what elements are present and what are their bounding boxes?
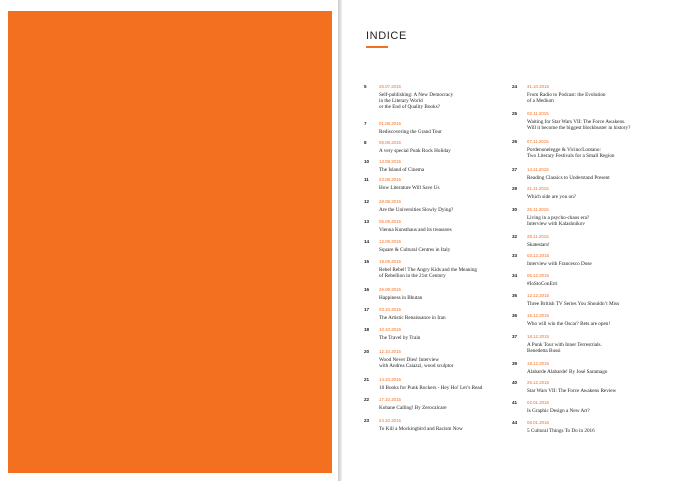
entry-page-number: 41 xyxy=(512,400,518,405)
entry-date: 14.11.2015 xyxy=(527,167,549,172)
entry-title-line: A very special Punk Rock Holiday xyxy=(379,147,451,154)
entry-title-line: The Travel by Train xyxy=(379,334,421,341)
entry-page-number: 17 xyxy=(364,307,370,312)
entry-date: 05.09.2015 xyxy=(379,219,401,224)
entry-title-line: Interview with Francesco Dose xyxy=(527,260,592,267)
entry-page-number: 7 xyxy=(364,121,367,126)
entry-title-line: Benedetta Bussi xyxy=(527,347,561,354)
entry-page-number: 10 xyxy=(364,159,370,164)
entry-title-line: #IoStoConErri xyxy=(527,280,558,287)
entry-page-number: 23 xyxy=(364,418,370,423)
entry-page-number: 24 xyxy=(512,84,518,89)
entry-title-line: The Island of Cinema xyxy=(379,166,425,173)
entry-title-line: Alabarde Alabarde! By José Saramago xyxy=(527,368,608,375)
entry-page-number: 15 xyxy=(364,259,370,264)
entry-date: 12.12.2015 xyxy=(527,293,549,298)
entry-date: 24.10.2015 xyxy=(379,418,401,423)
title-underline xyxy=(366,46,388,48)
entry-page-number: 30 xyxy=(512,207,518,212)
entry-title-line: in the Literary World xyxy=(379,97,423,104)
entry-date: 08.01.2016 xyxy=(527,420,549,425)
entry-title-line: Is Graphic Design a New Art? xyxy=(527,407,590,414)
entry-date: 23.08.2015 xyxy=(379,177,401,182)
entry-title-line: Living in a psycho-chaos era? xyxy=(527,214,590,221)
entry-page-number: 11 xyxy=(364,177,369,182)
entry-title-line: with Andrea Caiazzi, wood sculptor xyxy=(379,362,454,369)
entry-title-line: Star Wars VII: The Force Awakens Review xyxy=(527,387,617,394)
index-page xyxy=(342,0,680,481)
entry-date: 02.11.2015 xyxy=(527,111,549,116)
entry-date: 12.10.2015 xyxy=(379,349,401,354)
entry-title-line: The Artistic Renaissance in Iran xyxy=(379,314,446,321)
entry-page-number: 20 xyxy=(364,349,370,354)
entry-page-number: 12 xyxy=(364,199,370,204)
left-page xyxy=(0,0,338,481)
entry-title-line: Wood Never Dies! Interview xyxy=(379,356,439,363)
entry-date: 26.12.2015 xyxy=(527,380,549,385)
entry-title-line: of Rebellion in the 21st Century xyxy=(379,272,446,279)
index-title: INDICE xyxy=(366,30,407,42)
entry-title-line: 10 Books for Punk Rockers - Hey Ho! Let’s Read xyxy=(379,384,483,391)
entry-title-line: To Kill a Mockingbird and Racism Now xyxy=(379,425,463,432)
entry-page-number: 27 xyxy=(512,167,518,172)
entry-title-line: Waiting for Star Wars VII: The Force Awakens. xyxy=(527,118,626,125)
entry-title-line: Self-publishing: A New Democracy xyxy=(379,91,454,98)
entry-date: 19.09.2015 xyxy=(379,259,401,264)
entry-date: 31.10.2015 xyxy=(527,84,549,89)
entry-date: 21.11.2015 xyxy=(527,186,549,191)
entry-date: 17.10.2015 xyxy=(379,397,401,402)
entry-title-line: How Literature Will Save Us xyxy=(379,184,440,191)
entry-date: 12.09.2015 xyxy=(379,239,401,244)
entry-page-number: 13 xyxy=(364,219,370,224)
entry-date: 25.07.2015 xyxy=(379,84,401,89)
entry-title-line: Which side are you on? xyxy=(527,193,576,200)
entry-page-number: 26 xyxy=(512,139,518,144)
entry-date: 06.08.2015 xyxy=(379,140,401,145)
entry-date: 28.11.2015 xyxy=(527,234,549,239)
entry-title-line: Interview with Kalashnikov xyxy=(527,220,585,227)
entry-page-number: 37 xyxy=(512,334,518,339)
entry-page-number: 18 xyxy=(364,327,370,332)
entry-page-number: 21 xyxy=(364,377,370,382)
entry-date: 01.08.2015 xyxy=(379,121,401,126)
entry-date: 13.08.2015 xyxy=(379,159,401,164)
entry-title-line: Kobane Calling! By Zerocalcare xyxy=(379,404,447,411)
entry-title-line: Rediscovering the Grand Tour xyxy=(379,128,442,135)
entry-title-line: Will it become the biggest blockbuster in history? xyxy=(527,124,631,131)
entry-title-line: or the End of Quality Books? xyxy=(379,104,440,111)
entry-title-line: 5 Cultural Things To Do in 2016 xyxy=(527,427,595,434)
entry-page-number: 14 xyxy=(364,239,370,244)
entry-date: 02.01.2016 xyxy=(527,400,549,405)
orange-color-block xyxy=(8,11,332,473)
entry-date: 07.11.2015 xyxy=(527,139,549,144)
entry-page-number: 44 xyxy=(512,420,518,425)
entry-title-line: Square & Cultural Centres in Italy xyxy=(379,246,451,253)
entry-date: 03.10.2015 xyxy=(379,307,401,312)
entry-title-line: Rebel Rebel! The Angry Kids and the Meaning xyxy=(379,266,478,273)
entry-title-line: From Radio to Podcast: the Evolution xyxy=(527,91,606,98)
entry-title-line: A Punk Tour with Inner Terrestrials. xyxy=(527,341,602,348)
entry-title-line: Pordenonelegge & Vicino/Lontano: xyxy=(527,146,601,153)
entry-page-number: 40 xyxy=(512,380,518,385)
entry-page-number: 22 xyxy=(364,397,370,402)
entry-date: 05.12.2015 xyxy=(527,273,549,278)
entry-date: 14.10.2015 xyxy=(379,377,401,382)
entry-page-number: 39 xyxy=(512,361,518,366)
entry-title-line: Three British TV Series You Shouldn’t Miss xyxy=(527,300,620,307)
entry-date: 28.08.2015 xyxy=(379,199,401,204)
entry-page-number: 35 xyxy=(512,293,518,298)
entry-date: 19.12.2015 xyxy=(527,361,549,366)
entry-title-line: Skatestars! xyxy=(527,241,550,248)
entry-date: 15.12.2015 xyxy=(527,313,549,318)
entry-date: 03.12.2015 xyxy=(527,253,549,258)
entry-page-number: 32 xyxy=(512,234,518,239)
entry-date: 18.12.2015 xyxy=(527,334,549,339)
entry-title-line: of a Medium xyxy=(527,97,554,104)
entry-page-number: 5 xyxy=(364,84,367,89)
entry-page-number: 33 xyxy=(512,253,518,258)
entry-title-line: Happiness in Bhutan xyxy=(379,294,423,301)
entry-page-number: 8 xyxy=(364,140,367,145)
entry-date: 25.11.2015 xyxy=(527,207,549,212)
entry-page-number: 29 xyxy=(512,186,518,191)
entry-date: 26.09.2015 xyxy=(379,287,401,292)
entry-title-line: Are the Universities Slowly Dying? xyxy=(379,206,454,213)
entry-title-line: Who will win the Oscar? Bets are open! xyxy=(527,320,611,327)
entry-date: 10.10.2015 xyxy=(379,327,401,332)
entry-page-number: 36 xyxy=(512,313,518,318)
entry-title-line: Reading Classics to Understand Present xyxy=(527,174,610,181)
entry-page-number: 34 xyxy=(512,273,518,278)
entry-page-number: 25 xyxy=(512,111,518,116)
entry-title-line: Two Literary Festivals for a Small Region xyxy=(527,152,615,159)
entry-page-number: 16 xyxy=(364,287,370,292)
entry-title-line: Vienna Kunsthaus and its treasures xyxy=(379,226,452,233)
